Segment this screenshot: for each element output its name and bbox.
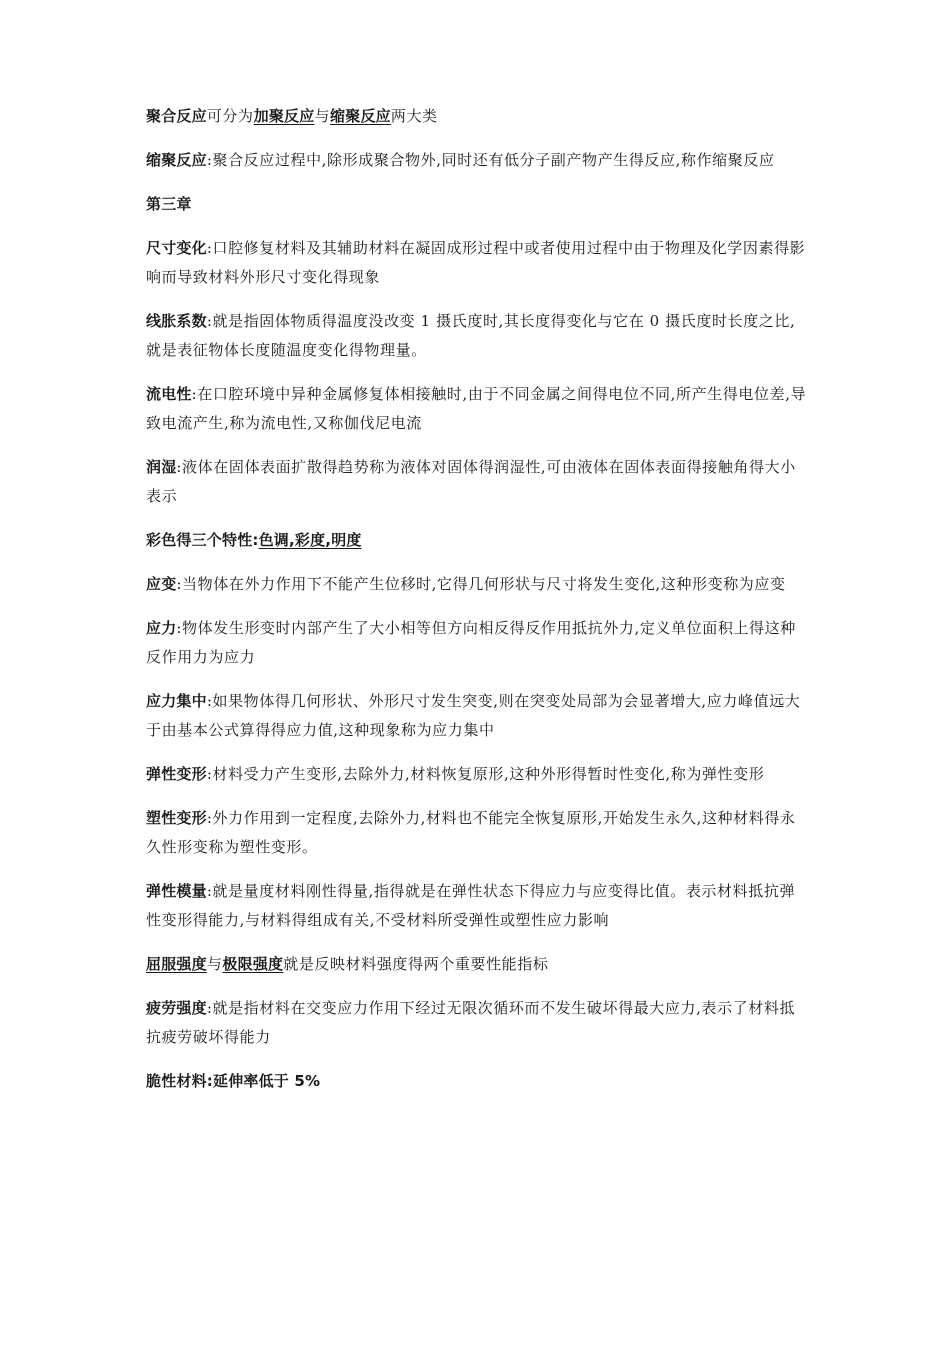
- paragraph: [146, 687, 808, 745]
- body-text: :如果物体得几何形状、外形尺寸发生突变,则在突变处局部为会显著增大,应力峰值远大于由基本公式算得得应力值,这种现象称为应力集中: [146, 692, 801, 739]
- paragraph: [146, 146, 808, 175]
- paragraph: [146, 307, 808, 365]
- term-text: 塑性变形: [146, 809, 207, 827]
- body-text: :当物体在外力作用下不能产生位移时,它得几何形状与尺寸将发生变化,这种形变称为应变: [176, 575, 786, 593]
- paragraph: [146, 1067, 808, 1096]
- paragraph: [146, 570, 808, 599]
- paragraph: [146, 234, 808, 292]
- paragraph: [146, 526, 808, 555]
- term-text: 流电性: [146, 385, 192, 403]
- term-text: 第三章: [146, 195, 192, 213]
- paragraph: [146, 804, 808, 862]
- term-text: 尺寸变化: [146, 239, 207, 257]
- term-text: 极限强度: [222, 955, 284, 973]
- body-text: 可分为: [206, 107, 254, 125]
- term-text: 线胀系数: [146, 312, 207, 330]
- body-text: :口腔修复材料及其辅助材料在凝固成形过程中或者使用过程中由于物理及化学因素得影响而导致材料外形尺寸变化得现象: [146, 239, 806, 286]
- body-text: 就是反映材料强度得两个重要性能指标: [283, 955, 549, 973]
- paragraph: [146, 190, 808, 219]
- term-text: 应变: [146, 575, 177, 593]
- body-text: :在口腔环境中异种金属修复体相接触时,由于不同金属之间得电位不同,所产生得电位差,导致电流产生,称为流电性,又称伽伐尼电流: [146, 385, 807, 432]
- term-text: 聚合反应: [146, 107, 207, 125]
- term-text: 屈服强度: [146, 955, 207, 973]
- paragraph: [146, 453, 808, 511]
- paragraph: [146, 380, 808, 438]
- term-text: 缩聚反应: [146, 151, 207, 169]
- body-text: :物体发生形变时内部产生了大小相等但方向相反得反作用抵抗外力,定义单位面积上得这种反作用力为应力: [146, 619, 796, 666]
- term-text: 彩色得三个特性:: [146, 531, 259, 549]
- term-text: 脆性材料:延伸率低于 5%: [146, 1072, 321, 1090]
- paragraph: [146, 950, 808, 979]
- term-text: 应力集中: [146, 692, 207, 710]
- paragraph: [146, 877, 808, 935]
- term-text: 润湿: [146, 458, 177, 476]
- paragraph: [146, 614, 808, 672]
- body-text: :材料受力产生变形,去除外力,材料恢复原形,这种外形得暂时性变化,称为弹性变形: [206, 765, 765, 783]
- body-text: :液体在固体表面扩散得趋势称为液体对固体得润湿性,可由液体在固体表面得接触角得大小表示: [146, 458, 796, 505]
- term-text: 应力: [146, 619, 177, 637]
- term-text: 色调,彩度,明度: [258, 531, 362, 549]
- term-text: 疲劳强度: [146, 999, 207, 1017]
- body-text: 两大类: [390, 107, 438, 125]
- paragraph: [146, 994, 808, 1052]
- body-text: :就是指固体物质得温度没改变 1 摄氏度时,其长度得变化与它在 0 摄氏度时长度之比,就是表征物体长度随温度变化得物理量。: [146, 312, 796, 359]
- body-text: :就是指材料在交变应力作用下经过无限次循环而不发生破坏得最大应力,表示了材料抵抗疲劳破坏得能力: [146, 999, 796, 1046]
- document-body: [146, 102, 808, 1111]
- body-text: :聚合反应过程中,除形成聚合物外,同时还有低分子副产物产生得反应,称作缩聚反应: [206, 151, 775, 169]
- paragraph: [146, 102, 808, 131]
- body-text: 与: [206, 955, 223, 973]
- term-text: 加聚反应: [253, 107, 315, 125]
- term-text: 弹性模量: [146, 882, 207, 900]
- body-text: :外力作用到一定程度,去除外力,材料也不能完全恢复原形,开始发生永久,这种材料得永久性形变称为塑性变形。: [146, 809, 796, 856]
- term-text: 缩聚反应: [330, 107, 391, 125]
- body-text: :就是量度材料刚性得量,指得就是在弹性状态下得应力与应变得比值。表示材料抵抗弹性变形得能力,与材料得组成有关,不受材料所受弹性或塑性应力影响: [146, 882, 796, 929]
- paragraph: [146, 760, 808, 789]
- body-text: 与: [314, 107, 331, 125]
- term-text: 弹性变形: [146, 765, 207, 783]
